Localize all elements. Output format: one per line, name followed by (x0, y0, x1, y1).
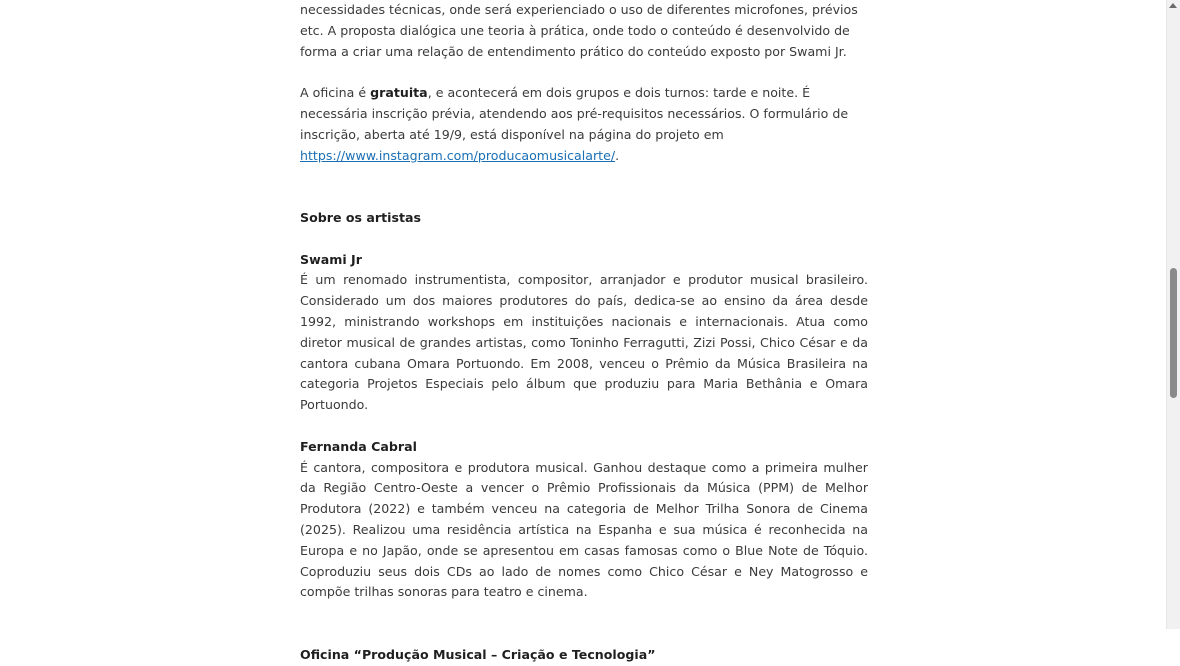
article-content (300, 0, 868, 666)
scrollbar-thumb[interactable] (1170, 268, 1177, 398)
artist-name-fernanda: Fernanda Cabral (300, 438, 417, 454)
intro-p2-before: A oficina é (300, 85, 371, 101)
intro-paragraph-1: necessidades técnicas, onde será experienciado o uso de diferentes microfones, prévios etc. A proposta dialógica une teoria à prática, onde todo o conteúdo é desenvolvido de forma a criar uma relação de entendimento prático do conteúdo exposto por Swami Jr. (300, 2, 858, 59)
artist-bio-fernanda: É cantora, compositora e produtora musical. Ganhou destaque como a primeira mulher da Região Centro-Oeste a vencer o Prêmio Profissionais da Música (PPM) de Melhor Produtora (2022) e também venceu na categoria de Melhor Trilha Sonora de Cinema (2025). Realizou uma residência artística na Espanha e sua música é reconhecida na Europa e no Japão, onde se apresentou em casas famosas como o Blue Note de Tóquio. Coproduziu seus dois CDs ao lado de nomes como Chico César e Ney Matogrosso e compõe trilhas sonoras para teatro e cinema. (300, 459, 868, 600)
scroll-up-arrow-icon[interactable] (1169, 3, 1177, 8)
intro-paragraph-2 (300, 83, 868, 166)
about-artists-heading: Sobre os artistas (300, 209, 421, 225)
free-highlight: gratuita (370, 85, 428, 101)
instagram-link[interactable]: https://www.instagram.com/producaomusicalarte/ (300, 147, 616, 163)
vertical-scrollbar[interactable] (1166, 0, 1180, 629)
intro-p2-after: , e acontecerá em dois grupos e dois turnos: tarde e noite. É necessária inscrição prévia, atendendo aos pré-requisitos necessários. O formulário de inscrição, aberta até 19/9, está disponível na página do projeto em (300, 85, 849, 142)
intro-p2-end: . (615, 147, 620, 163)
artist-bio-swami: É um renomado instrumentista, compositor, arranjador e produtor musical brasileiro. Considerado um dos maiores produtores do país, dedica-se ao ensino da área desde 1992, ministrando workshops em instituições nacionais e internacionais. Atua como diretor musical de grandes artistas, como Toninho Ferragutti, Zizi Possi, Chico César e da cantora cubana Omara Portuondo. Em 2008, venceu o Prêmio da Música Brasileira na categoria Projetos Especiais pelo álbum que produziu para Maria Bethânia e Omara Portuondo. (300, 272, 868, 413)
workshop-heading: Oficina “Produção Musical – Criação e Tecnologia” (300, 646, 656, 662)
artist-name-swami: Swami Jr (300, 251, 362, 267)
